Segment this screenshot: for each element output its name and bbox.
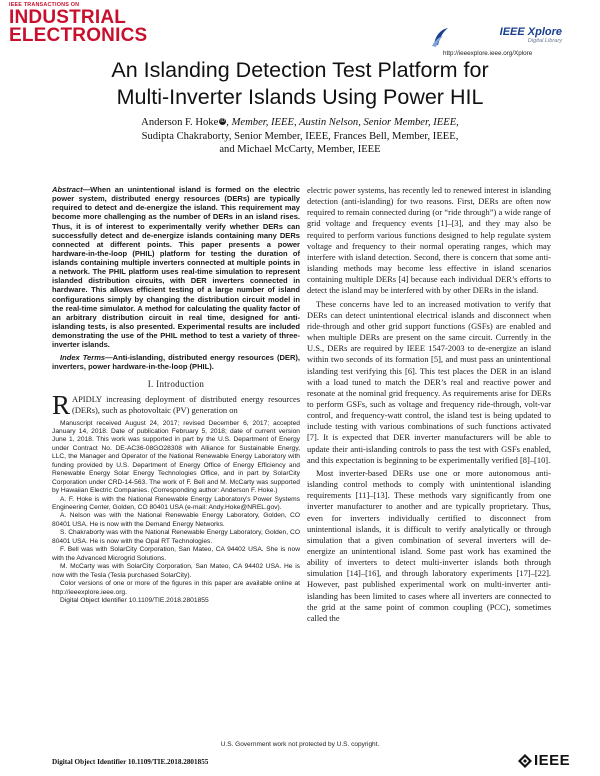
orcid-icon[interactable]: iD — [220, 118, 226, 124]
index-terms-label: Index Terms — [60, 353, 106, 363]
footnote: F. Bell was with SolarCity Corporation, San Mateo, CA 94402 USA. She is now with the Advanced Microgrid Solutions. — [52, 546, 300, 562]
xplore-url-link[interactable]: http://ieeexplore.ieee.org/Xplore — [443, 50, 533, 57]
journal-header — [9, 2, 169, 45]
footnote: M. McCarty was with SolarCity Corporation, San Mateo, CA 94402 USA. He is now with the Tesla (Tesla purchased SolarCity). — [52, 563, 300, 579]
author-line-2: Sudipta Chakraborty, Senior Member, IEEE, Frances Bell, Member, IEEE, — [141, 130, 459, 142]
ieee-logo — [518, 753, 578, 769]
footnote: Manuscript received August 24, 2017; revised December 6, 2017; accepted January 14, 2018. Date of publication February 5, 2018; date of current version June 1, 2018. This work was supported in part by the U.S. Department of Energy under Contract No. DE-AC36-08GO28308 with Alliance for Sustainable Energy, LLC, the Manager and Operator of the National Renewable Energy Laboratory with funding provided by U.S. Department of Energy Office of Energy Efficiency and Renewable Energy Solar Energy Technologies Office, and in part by SolarCity Corporation under CRD-14-563. The work of F. Bell and M. McCarty was supported by Hawaiian Electric Companies. (Corresponding author: Anderson F. Hoke.) — [52, 419, 300, 495]
xplore-name: IEEE Xplore — [499, 26, 562, 38]
xplore-badge — [452, 26, 562, 45]
ieee-diamond-icon — [518, 754, 532, 768]
xplore-swoosh-icon — [430, 26, 450, 48]
author-line-3: and Michael McCarty, Member, IEEE — [219, 144, 381, 156]
index-terms-text: —Anti-islanding, distributed energy resources (DER), inverters, power hardware-in-the-loop (PHIL). — [52, 353, 300, 372]
doi-footer: Digital Object Identifier 10.1109/TIE.2018.2801855 — [52, 758, 209, 766]
author-line-1 — [70, 116, 530, 130]
author-line-1-rest: , Member, IEEE, Austin Nelson, Senior Member, IEEE, — [226, 117, 459, 128]
first-author: Anderson F. Hoke — [141, 117, 219, 128]
body-paragraph: These concerns have led to an increased motivation to verify that DERs can detect unintentional electrical islands and disconnect when ride-through and other grid support functions (GSFs) are enabled and when multiple DERs are present on the same circuit. Currently in the U.S., DERs are required by IEEE 1547-2003 to de-energize an island within two seconds of its formation [5], and must pass an unintentional islanding test verifying this [6]. This test places the DER in an island with a load tuned to match the DER’s real and reactive power and resonate at the nominal grid frequency. As requirements arise for DERs to perform GSFs, such as voltage and frequency ride-through, volt-var control, and frequency-watt control, the island test is being updated to include testing with various combinations of such functions activated [7]. It is expected that DER inverter manufacturers will be able to update their anti-islanding controls to pass the test with GSFs enabled, and this expectation is beginning to be experimentally verified [8]–[10]. — [307, 298, 551, 465]
copyright-note: U.S. Government work not protected by U.S. copyright. — [220, 741, 380, 748]
footnotes — [52, 420, 300, 606]
title-line-1: An Islanding Detection Test Platform for — [111, 58, 489, 82]
author-list — [70, 116, 530, 157]
xplore-tagline: Digital Library — [527, 38, 562, 44]
left-column — [52, 185, 300, 605]
body-paragraph: electric power systems, has recently led to renewed interest in islanding detection (anti-islanding) for two reasons. First, DERs are often now required to remain connected during (or “ride through”) a wide range of grid voltage and frequency events [1]–[3], and they may also be required to perform various functions designed to help regulate system voltage and frequency to their normal operating ranges, which may interfere with island detection. Second, there is concern that some anti-islanding methods may become less effective in island scenarios containing multiple DERs [4] because each individual DER’s efforts to detect the island may be interfered with by other DERs in the island. — [307, 185, 551, 296]
right-column — [307, 185, 551, 624]
body-paragraph: Most inverter-based DERs use one or more autonomous anti-islanding control methods to comply with unintentional islanding requirements [11]–[13]. These methods vary significantly from one inverter manufacturer to another and are typically proprietary. Thus, even for inverters individually certified to disconnect from unintentional islands, it is difficult to verify analytically or through simulation that a given combination of several inverters will de-energize an unintentional island. Some past work has examined the ability of inverters to detect multi-inverter islands both through simulation [14]–[16], and through laboratory experiments [17]–[22]. However, past published experimental work on multi-inverter anti-islanding has been limited to cases where all inverters are connected to the grid at the same point of common coupling (PCC), sometimes called the — [307, 467, 551, 623]
intro-text: APIDLY increasing deployment of distributed energy resources (DERs), such as photovoltaic (PV) generation on — [72, 393, 300, 415]
footnote: S. Chakraborty was with the National Renewable Energy Laboratory, Golden, CO 80401 USA. He is now with the Opal RT Technologies. — [52, 529, 300, 545]
footnote: A. F. Hoke is with the National Renewable Energy Laboratory's Power Systems Engineering Center, Golden, CO 80401 USA (e-mail: Andy.Hoke@NREL.gov). — [52, 495, 300, 512]
journal-name-line1: INDUSTRIAL — [9, 7, 127, 28]
section-heading-introduction: I. Introduction — [147, 378, 205, 389]
title-line-2: Multi-Inverter Islands Using Power HIL — [116, 85, 484, 109]
footnote: A. Nelson was with the National Renewable Energy Laboratory, Golden, CO 80401 USA. He is now with the Demand Energy Networks. — [52, 512, 300, 528]
abstract-text: —When an unintentional island is formed on the electric power system, distributed energy resources (DERs) are typically required to detect and de-energize the island. This requirement may become more challenging as the number of DERs in an island rises. Thus, it is of interest to experimentally verify whether DERs can successfully detect and de-energize islands containing many DERs connected at different points. This paper presents a power hardware-in-the-loop (PHIL) platform for testing the duration of islands containing multiple inverters connected at multiple points in a network. The PHIL platform uses real-time simulation to represent islanded distribution circuits, with DER inverters connected in hardware. This allows efficient testing of a large number of island configurations simply by changing the distribution circuit model in the real-time simulator. A method for calculating the quality factor of an arbitrary distribution circuit in real time, designed for anti-islanding tests, is also presented. Experimental results are included demonstrating the use of the PHIL method to test a variety of three-inverter islands. — [52, 185, 300, 350]
intro-paragraph — [52, 389, 300, 420]
index-terms — [52, 353, 300, 371]
ieee-wordmark: IEEE — [534, 752, 571, 769]
abstract-label: Abstract — [52, 185, 83, 194]
journal-series: IEEE TRANSACTIONS ON — [9, 2, 80, 8]
paper-title — [40, 57, 560, 111]
footnote: Digital Object Identifier 10.1109/TIE.2018.2801855 — [60, 597, 209, 605]
drop-cap: R — [52, 389, 71, 420]
footnote: Color versions of one or more of the figures in this paper are available online at http://ieeexplore.ieee.org. — [52, 580, 300, 596]
abstract — [52, 185, 300, 349]
journal-name-line2: ELECTRONICS — [9, 25, 148, 46]
